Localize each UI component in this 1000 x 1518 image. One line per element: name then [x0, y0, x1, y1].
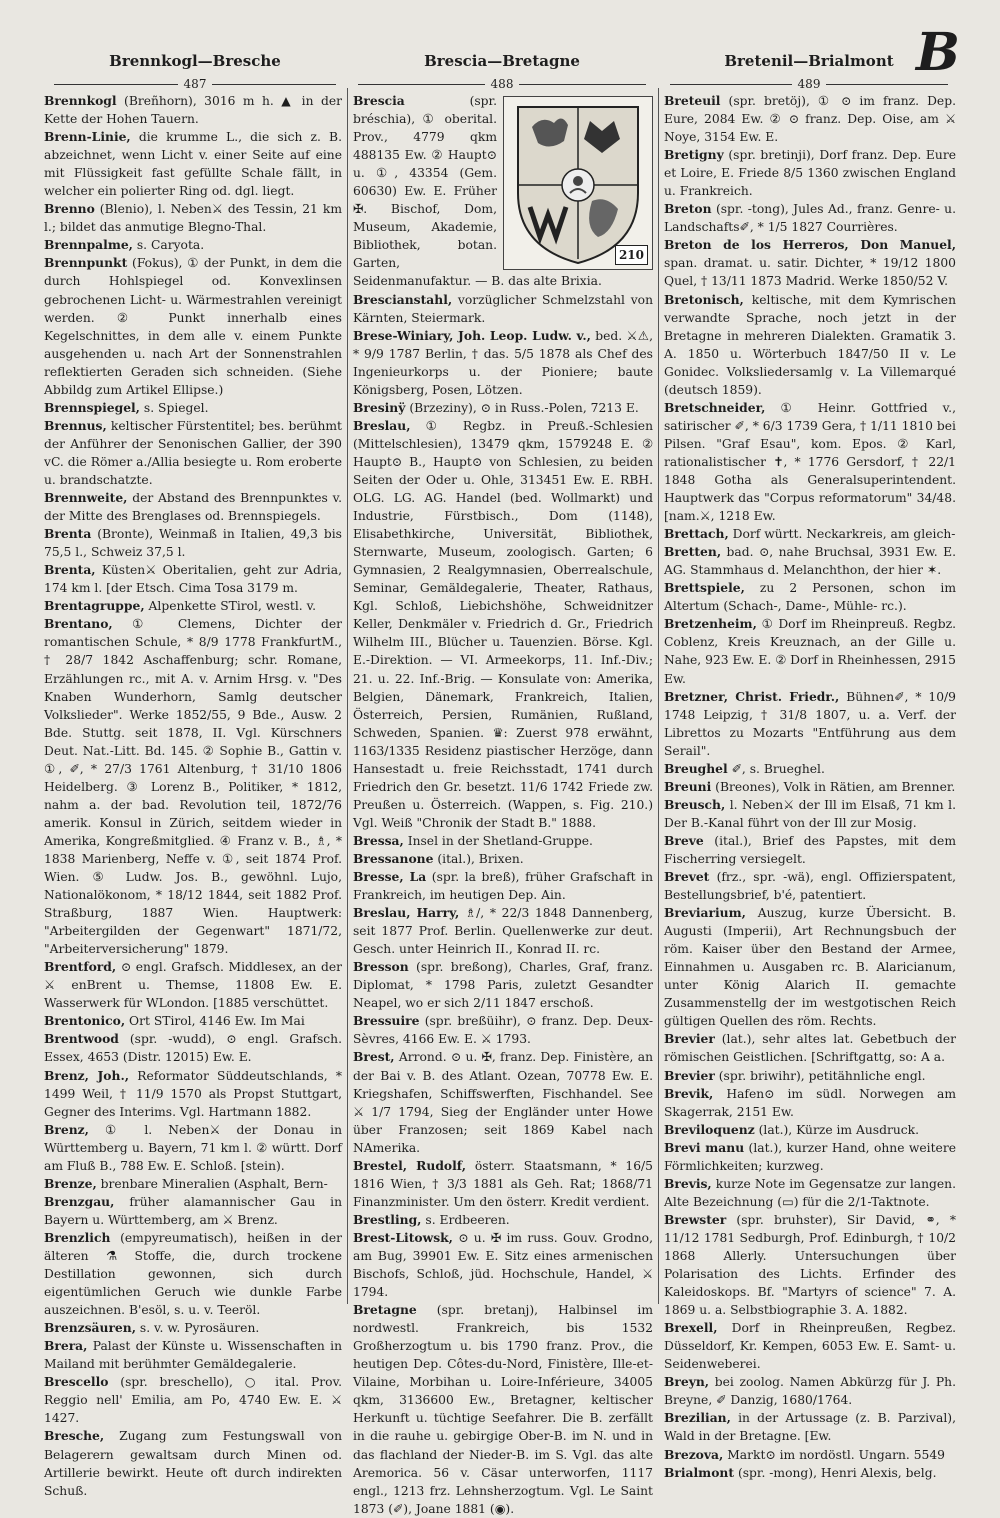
entry-text: s. v. w. Pyrosäuren. — [139, 1321, 260, 1336]
entry-text: Reformator Süddeutschlands, * 1499 Weil, † 11/9 1570 als Propst Stuttgart, Gegner des Interims. Vgl. Hartmann 1882. — [44, 1068, 342, 1119]
entry-text: ♗/, * 22/3 1848 Dannenberg, seit 1877 Prof. Berlin. Quellenwerke zur deut. Gesch. unter Heinrich II., Konrad II. rc. — [353, 906, 653, 957]
dictionary-entry — [44, 92, 342, 128]
entry-text: österr. Staatsmann, * 16/5 1816 Wien, † 3/3 1881 als Geh. Rat; 1868/71 Finanzminister. Um den österr. Kredit verdient. — [353, 1158, 653, 1209]
entry-text: brenbare Mineralien (Asphalt, Bern- — [100, 1176, 328, 1191]
dictionary-entry — [44, 1012, 342, 1030]
dictionary-entry — [664, 146, 956, 200]
entry-headword: Brennkogl — [44, 93, 117, 108]
entry-text: Palast der Künste u. Wissenschaften in Mailand mit berühmter Gemäldegalerie. — [44, 1339, 342, 1372]
entry-headword: Breyn, — [664, 1374, 710, 1390]
dictionary-entry — [664, 1085, 956, 1121]
entry-text: kurze Note im Gegensatze zur langen. Alte Bezeichnung (▭) für die 2/1-Taktnote. — [664, 1176, 956, 1209]
entry-headword: Brest-Litowsk, — [353, 1229, 453, 1245]
entry-text: bei zoolog. Namen Abkürzg für J. Ph. Breyne, ✐ Danzig, 1680/1764. — [664, 1375, 956, 1408]
dictionary-entry — [44, 254, 342, 398]
dictionary-entry — [664, 579, 956, 615]
dictionary-entry — [353, 868, 653, 904]
dictionary-entry — [664, 399, 956, 525]
entry-text: zu 2 Personen, schon im Altertum (Schach-, Dame-, Mühle- rc.). — [664, 581, 956, 614]
entry-text: ① Dorf im Rheinpreuß. Regbz. Coblenz, Kreis Kreuznach, an der Gille u. Nahe, 923 Ew. E. ② Dorf in Rheinhessen, 2915 Ew. — [664, 617, 956, 686]
entry-text: keltische, mit dem Kymrischen verwandte Sprache, noch jetzt in der Bretagne in mehreren Dialekten. Gramatik 3. A. 1850 u. Wörterbuch 1847/50 II v. Le Gonidec. Volksliedersamlg v. La Villemarqué (deutsch 1859). — [664, 292, 956, 397]
dictionary-entry — [44, 399, 342, 417]
dictionary-entry — [44, 489, 342, 525]
left-page-number: 487 — [183, 77, 207, 91]
dictionary-entry — [664, 1121, 956, 1139]
entry-text: (spr. la breß), früher Grafschaft in Frankreich, im heutigen Dep. Ain. — [353, 870, 653, 903]
entry-text: ⊙ u. ✠ im russ. Gouv. Grodno, am Bug, 39901 Ew. E. Sitz eines armenischen Bischofs, Schloß, jüd. Hochschule, Handel, ⚔ 1794. — [353, 1230, 653, 1300]
entry-headword: Brescia — [353, 93, 405, 108]
dictionary-entry — [44, 1337, 342, 1373]
entry-text: der Abstand des Brennpunktes v. der Mitte des Brenglases od. Brennspiegels. — [44, 491, 342, 524]
dictionary-entry — [44, 200, 342, 236]
dictionary-entry — [664, 832, 956, 868]
right-page-number: 489 — [797, 77, 821, 91]
dictionary-entry — [664, 615, 956, 687]
entry-headword: Bretonisch, — [664, 291, 744, 307]
entry-text: Zugang zum Festungswall von Belagerern gewaltsam durch Minen od. Artillerie bewirkt. Heute oft durch indirekten Schuß. — [44, 1429, 342, 1498]
breslau-coat-of-arms-figure — [503, 96, 653, 270]
entry-headword: Brenzsäuren, — [44, 1320, 136, 1336]
entry-headword: Brenno — [44, 201, 95, 217]
entry-headword: Breuni — [664, 778, 712, 794]
dictionary-entry — [664, 236, 956, 290]
dictionary-entry — [664, 1446, 956, 1464]
center-page-number: 488 — [490, 77, 514, 91]
dictionary-entry — [664, 1409, 956, 1445]
entry-headword: Bresse, La — [353, 869, 427, 885]
entry-headword: Breton — [664, 201, 712, 217]
dictionary-entry — [44, 1319, 342, 1337]
dictionary-entry — [664, 1139, 956, 1175]
entry-headword: Brezova, — [664, 1446, 724, 1462]
entry-headword: Breviarium, — [664, 905, 746, 921]
entry-headword: Bresche, — [44, 1428, 105, 1444]
left-running-head: Brennkogl—Bresche — [109, 52, 281, 70]
entry-headword: Brenta, — [44, 562, 96, 578]
entry-text: (spr. bréschia), ① oberital. Prov., 4779 qkm 488135 Ew. ② Haupt⊙ u. ①, 43354 (Gem. 60630) Ew. E. Früher ✠. Bischof, Dom, Museum, Akademie, Bibliothek, botan. Garten, Seidenmanufaktur. — B. das alte Brixia. — [353, 94, 602, 289]
dictionary-entry — [353, 850, 653, 868]
entry-headword: Bretten, — [664, 544, 722, 560]
column-divider — [658, 88, 659, 1304]
entry-text: ① Heinr. Gottfried v., satirischer ✐, * 6/3 1739 Gera, † 1/11 1810 bei Pilsen. "Graf Esau", kom. Epos. ② Karl, rationalistischer ✝, * 1776 Gersdorf, † 22/1 1848 Gotha als Generalsuperintendent. Hauptwerk das "Corpus reformatorum" 34/48. [nam.⚔, 1218 Ew. — [664, 400, 956, 524]
dictionary-entry — [353, 327, 653, 399]
dictionary-entry — [664, 200, 956, 236]
dictionary-entry — [664, 1067, 956, 1085]
center-running-head: Brescia—Bretagne — [424, 52, 580, 70]
left-page-number-row — [48, 77, 342, 91]
entry-text: (spr. breschello), ○ ital. Prov. Reggio nell' Emilia, am Po, 4740 Ew. E. ⚔ 1427. — [44, 1375, 342, 1426]
dictionary-entry — [44, 236, 342, 254]
entry-headword: Brera, — [44, 1338, 88, 1354]
dictionary-entry — [664, 1373, 956, 1409]
entry-headword: Brenn-Linie, — [44, 129, 131, 145]
entry-headword: Breton de los Herreros, Don Manuel, — [664, 237, 956, 253]
entry-text: (spr. -wudd), ⊙ engl. Grafsch. Essex, 4653 (Distr. 12015) Ew. E. — [44, 1032, 342, 1065]
entry-headword: Brentwood — [44, 1031, 119, 1047]
entry-text: (spr. bretöj), ① ⊙ im franz. Dep. Eure, 2084 Ew. ② ⊙ franz. Dep. Oise, am ⚔ Noye, 3154 Ew. E. — [664, 94, 956, 145]
entry-text: (empyreumatisch), heißen in der älteren ⚗ Stoffe, die, durch trockene Destillation gewonnen, sich durch eigentümlichen Geruch wie dunkle Farbe auszeichnen. B'esöl, s. u. v. Teeröl. — [44, 1230, 342, 1318]
dictionary-entry — [664, 92, 956, 146]
entry-text: (Bronte), Weinmaß in Italien, 49,3 bis 75,5 l., Schweiz 37,5 l. — [44, 527, 342, 560]
entry-text: Dorf württ. Neckarkreis, am gleich- — [732, 527, 956, 542]
entry-headword: Bretagne — [353, 1302, 417, 1318]
entry-headword: Brese-Winiary, Joh. Leop. Ludw. v., — [353, 327, 591, 343]
entry-text: Markt⊙ im nordöstl. Ungarn. 5549 — [727, 1447, 945, 1462]
dictionary-entry — [353, 958, 653, 1012]
dictionary-entry — [353, 1301, 653, 1518]
dictionary-entry — [664, 543, 956, 579]
section-letter: B — [916, 22, 960, 83]
dictionary-entry — [44, 1030, 342, 1066]
entry-text: s. Spiegel. — [143, 400, 209, 415]
dictionary-entry — [664, 525, 956, 543]
entry-headword: Breve — [664, 832, 704, 848]
entry-text: (Breones), Volk in Rätien, am Brenner. — [715, 779, 956, 794]
dictionary-entry — [44, 561, 342, 597]
left-column — [44, 92, 342, 1498]
entry-headword: Brentford, — [44, 959, 117, 975]
entry-text: vorzüglicher Schmelzstahl von Kärnten, Steiermark. — [353, 292, 653, 325]
entry-text: (ital.), Brixen. — [437, 851, 524, 866]
entry-text: Hafen⊙ im südl. Norwegen am Skagerrak, 2151 Ew. — [664, 1086, 956, 1119]
entry-headword: Brevier — [664, 1031, 715, 1047]
dictionary-entry — [44, 1229, 342, 1319]
dictionary-entry — [664, 904, 956, 1030]
dictionary-entry — [44, 417, 342, 489]
entry-headword: Bretigny — [664, 147, 724, 163]
dictionary-entry — [664, 1030, 956, 1066]
entry-text: ① Regbz. in Preuß.-Schlesien (Mittelschlesien), 13479 qkm, 1579248 E. ② Haupt⊙ B., Haupt⊙ von Schlesien, zu beiden Seiten der Oder u. Ohle, 313451 Ew. E. RBH. OLG. LG. AG. Handel (bed. Wollmarkt) und Industrie, Fürstbisch., Dom (1148), Elisabethkirche, Universität, Bibliothek, Sternwarte, Museum, zoologisch. Garten; 6 Gymnasien, 2 Realgymnasien, Oberrealschule, Seminar, Gemäldegalerie, Theater, Rathaus, Kgl. Schloß, Liebichshöhe, Schweidnitzer Keller, Denkmäler v. Friedrich d. Gr., Friedrich Wilhelm III., Blücher u. Tauenzien. Börse. Kgl. E.-Direktion. — VI. Armeekorps, 11. Inf.-Div.; 21. u. 22. Inf.-Brig. — Konsulate von: Amerika, Belgien, Dänemark, Frankreich, Italien, Österreich, Persien, Rumänien, Rußland, Schweden, Spanien. ♛: Zuerst 978 erwähnt, 1163/1335 Residenz piastischer Herzöge, dann Hansestadt u. freie Reichsstadt, 1741 durch Friedrich den Gr. besetzt. 11/6 1742 Friede zw. Preußen u. Österreich. (Wappen, s. Fig. 210.) Vgl. Weiß "Chronik der Stadt B." 1888. — [353, 418, 653, 830]
entry-text: (spr. breßüihr), ⊙ franz. Dep. Deux-Sèvres, 4166 Ew. E. ⚔ 1793. — [353, 1014, 653, 1047]
entry-headword: Bressanone — [353, 850, 434, 866]
entry-text: Küsten⚔ Oberitalien, geht zur Adria, 174 km l. [der Etsch. Cima Tosa 3179 m. — [44, 563, 342, 596]
entry-headword: Brennweite, — [44, 490, 128, 506]
entry-headword: Breslau, Harry, — [353, 905, 460, 921]
dictionary-entry — [353, 291, 653, 327]
entry-text: l. Neben⚔ der Ill im Elsaß, 71 km l. Der B.-Kanal führt von der Ill zur Mosig. — [664, 797, 956, 830]
entry-text: ⊙ engl. Grafsch. Middlesex, an der ⚔ enBrent u. Themse, 11808 Ew. E. Wasserwerk für WLondon. [1885 verschüttet. — [44, 960, 342, 1011]
entry-text: Alpenkette STirol, westl. v. — [148, 599, 317, 614]
entry-headword: Breviloquenz — [664, 1121, 755, 1137]
entry-headword: Brexell, — [664, 1320, 718, 1336]
entry-text: (frz., spr. -wä), engl. Offizierspatent, Bestellungsbrief, b'é, patentiert. — [664, 870, 956, 903]
right-page-number-row — [664, 77, 954, 91]
entry-headword: Brettach, — [664, 526, 729, 542]
column-divider — [347, 88, 348, 1304]
dictionary-entry — [44, 958, 342, 1012]
entry-headword: Brevier — [664, 1067, 715, 1083]
entry-headword: Brennpalme, — [44, 237, 133, 253]
entry-headword: Brenzlich — [44, 1229, 111, 1245]
entry-headword: Brevis, — [664, 1175, 712, 1191]
entry-headword: Breslau, — [353, 417, 411, 433]
entry-headword: Bretzenheim, — [664, 616, 757, 632]
dictionary-entry — [44, 597, 342, 615]
dictionary-entry — [44, 1121, 342, 1175]
entry-text: bad. ⊙, nahe Bruchsal, 3931 Ew. E. AG. Stammhaus d. Melanchthon, der hier ✶. — [664, 545, 956, 578]
entry-text: Bühnen✐, * 10/9 1748 Leipzig, † 31/8 1807, u. a. Verf. der Librettos zu Mozarts "Entführung aus dem Serail". — [664, 689, 956, 758]
dictionary-entry — [353, 1229, 653, 1301]
entry-headword: Bresinÿ — [353, 399, 406, 415]
dictionary-entry — [664, 760, 956, 778]
entry-text: (Blenio), l. Neben⚔ des Tessin, 21 km l.; bildet das anmutige Blegno-Thal. — [44, 202, 342, 235]
entry-headword: Brenze, — [44, 1175, 97, 1191]
entry-text: bed. ⚔⚠, * 9/9 1787 Berlin, † das. 5/5 1878 als Chef des Ingenieurkorps u. der Pioniere; baute Königsberg, Posen, Lötzen. — [353, 328, 653, 397]
dictionary-entry — [44, 1193, 342, 1229]
entry-text: (spr. -mong), Henri Alexis, belg. — [737, 1465, 937, 1480]
entry-text: (spr. -tong), Jules Ad., franz. Genre- u. Landschafts✐, * 1/5 1827 Courrières. — [664, 202, 956, 235]
entry-headword: Brentonico, — [44, 1013, 126, 1029]
dictionary-entry — [664, 778, 956, 796]
dictionary-entry — [353, 832, 653, 850]
entry-headword: Brialmont — [664, 1464, 735, 1480]
entry-text: ✐, s. Brueghel. — [731, 761, 825, 776]
entry-headword: Brest, — [353, 1049, 395, 1065]
right-running-head: Bretenil—Brialmont — [724, 52, 894, 70]
entry-text: früher alamannischer Gau in Bayern u. Württemberg, am ⚔ Brenz. — [44, 1194, 342, 1227]
entry-text: (ital.), Brief des Papstes, mit dem Fischerring versiegelt. — [664, 833, 956, 866]
dictionary-entry — [664, 1175, 956, 1211]
entry-text: (Fokus), ① der Punkt, in dem die durch Hohlspiegel od. Konvexlinsen gebrochenen Licht- u. Wärmestrahlen vereinigt werden. ② Punkt innerhalb eines Kegelschnittes, in dem alle v. einem Punkte ausgehenden u. nach Art der Sonnenstrahlen reflektierten Geraden sich schneiden. (Siehe Abbildg zum Artikel Ellipse.) — [44, 256, 342, 397]
entry-text: die krumme L., die sich z. B. abzeichnet, wenn Licht v. einer Seite auf eine mit Flüssigkeit fast gefüllte Schale fällt, in welcher ein polierter Ring od. dgl. liegt. — [44, 130, 342, 199]
dictionary-entry — [44, 525, 342, 561]
entry-text: (spr. bretinji), Dorf franz. Dep. Eure et Loire, E. Friede 8/5 1360 zwischen England u. Frankreich. — [664, 148, 956, 199]
entry-text: in der Artussage (z. B. Parzival), Wald in der Bretagne. [Ew. — [664, 1411, 956, 1444]
entry-text: (lat.), kurzer Hand, ohne weitere Förmlichkeiten; kurzweg. — [664, 1140, 956, 1173]
dictionary-entry — [353, 904, 653, 958]
entry-text: Insel in der Shetland-Gruppe. — [407, 833, 593, 848]
dictionary-entry — [664, 868, 956, 904]
entry-headword: Brentagruppe, — [44, 598, 145, 614]
entry-headword: Bretschneider, — [664, 399, 766, 415]
entry-headword: Breteuil — [664, 93, 721, 108]
entry-headword: Brenz, — [44, 1121, 89, 1137]
dictionary-entry — [664, 1211, 956, 1319]
entry-text: (lat.), sehr altes lat. Gebetbuch der römischen Geistlichen. [Schriftgattg, so: A a. — [664, 1032, 956, 1065]
dictionary-entry — [664, 1319, 956, 1373]
entry-text: (spr. briwihr), petitähnliche engl. — [718, 1068, 926, 1083]
entry-text: ① l. Neben⚔ der Donau in Württemberg u. Bayern, 71 km l. ② württ. Dorf am Fluß B., 788 Ew. E. Schloß. [stein). — [44, 1122, 342, 1173]
entry-text: (Brzeziny), ⊙ in Russ.-Polen, 7213 E. — [409, 400, 639, 415]
entry-text: keltischer Fürstentitel; bes. berühmt der Anführer der Senonischen Gallier, der 390 vC. die Römer a./Allia besiegte u. Rom eroberte u. brandschatzte. — [44, 418, 342, 487]
entry-headword: Brenz, Joh., — [44, 1067, 130, 1083]
entry-headword: Breughel — [664, 760, 728, 776]
entry-headword: Bretzner, Christ. Friedr., — [664, 688, 840, 704]
entry-headword: Brennspiegel, — [44, 399, 140, 415]
entry-headword: Brentano, — [44, 616, 113, 632]
dictionary-entry — [44, 1373, 342, 1427]
entry-text: Auszug, kurze Übersicht. B. Augusti (Imperii), Art Rechnungsbuch der röm. Kaiser über den Bestand der Armee, Einnahmen u. Ausgaben rc. B. Alaricianum, unter König Alarich II. gemachte Zusammenstellg der im westgotischen Reich gültigen Quellen des röm. Rechts. — [664, 906, 956, 1029]
entry-headword: Brestling, — [353, 1211, 422, 1227]
entry-headword: Brevet — [664, 869, 710, 885]
entry-headword: Brennpunkt — [44, 255, 128, 271]
entry-text: Arrond. ⊙ u. ✠, franz. Dep. Finistère, an der Bai v. B. des Atlant. Ozean, 70778 Ew. E. Kriegshafen, Schiffswerften, Fischhandel. See ⚔ 1/7 1794, Sieg der Engländer unter Howe über Franzosen; seit 1869 Kabel nach NAmerika. — [353, 1050, 653, 1155]
entry-headword: Bressuire — [353, 1013, 420, 1029]
entry-headword: Bressa, — [353, 832, 404, 848]
entry-headword: Brescello — [44, 1374, 109, 1390]
figure-number: 210 — [615, 245, 648, 265]
dictionary-entry — [353, 399, 653, 417]
entry-headword: Brestel, Rudolf, — [353, 1157, 467, 1173]
entry-text: s. Erdbeeren. — [425, 1212, 510, 1227]
dictionary-entry — [664, 688, 956, 760]
dictionary-entry — [664, 1464, 956, 1482]
dictionary-entry — [44, 1427, 342, 1499]
entry-headword: Brezilian, — [664, 1410, 731, 1426]
entry-headword: Brevik, — [664, 1085, 714, 1101]
dictionary-entry — [44, 128, 342, 200]
dictionary-entry — [44, 1175, 342, 1193]
entry-text: ① Clemens, Dichter der romantischen Schule, * 8/9 1778 FrankfurtM., † 28/7 1842 Aschaffenburg; schr. Romane, Erzählungen rc., mit A. v. Arnim Hrsg. v. "Des Knaben Wunderhorn, Samlg deutscher Volkslieder". Werke 1852/55, 9 Bde., Ausw. 2 Bde. Stuttg. seit 1878, II. Vgl. Kürschners Deut. Nat.-Litt. Bd. 145. ② Sophie B., Gattin v. ①, ✐, * 27/3 1761 Altenburg, † 31/10 1806 Heidelberg. ③ Lorenz B., Politiker, * 1812, nahm a. der bad. Revolution teil, 1872/76 amerik. Konsul in Zürich, seitdem wieder in Amerika, Kongreßmitglied. ④ Franz v. B., ♗, * 1838 Marienberg, Neffe v. ①, seit 1874 Prof. Wien. ⑤ Ludw. Jos. B., gewöhnl. Lujo, Nationalökonom, * 18/12 1844, seit 1882 Prof. Straßburg, 1887 Wien. Hauptwerk: "Arbeitergilden der Gegenwart" 1871/72, "Arbeiterversicherung" 1879. — [44, 617, 342, 957]
entry-text: (lat.), Kürze im Ausdruck. — [758, 1122, 920, 1137]
entry-headword: Brennus, — [44, 417, 107, 433]
entry-headword: Brettspiele, — [664, 580, 745, 596]
dictionary-entry — [664, 291, 956, 399]
entry-text: (Breñhorn), 3016 m h. ▲ in der Kette der Hohen Tauern. — [44, 94, 342, 127]
entry-text: (spr. bretanj), Halbinsel im nordwestl. Frankreich, bis 1532 Großherzogtum u. bis 1790 franz. Prov., die heutigen Dep. Côtes-du-Nord, Finistère, Ille-et-Vilaine, Morbihan u. Loire-Inférieure, 34005 qkm, 3136600 Ew., Bretagner, keltischer Herkunft u. tüchtige Seefahrer. Die B. zerfällt in die rauhe u. gebirgige Ober-B. im N. und in das flachland der Nieder-B. im S. Vgl. das alte Aremorica. 56 v. Cäsar unterworfen, 1117 engl., 1213 frz. Lehnsherzogtum. Vgl. Le Saint 1873 (✐), Joane 1881 (◉). — [353, 1303, 653, 1516]
entry-headword: Breusch, — [664, 796, 726, 812]
coat-of-arms-icon — [504, 97, 652, 269]
entry-headword: Brewster — [664, 1211, 727, 1227]
center-column — [353, 92, 653, 1516]
center-page-number-row — [352, 77, 652, 91]
dictionary-entry — [353, 1048, 653, 1156]
entry-headword: Brevi manu — [664, 1139, 745, 1155]
dictionary-entry — [353, 1157, 653, 1211]
entry-headword: Bresson — [353, 959, 409, 975]
dictionary-entry — [44, 615, 342, 958]
entry-headword: Brenzgau, — [44, 1193, 115, 1209]
entry-text: (spr. breßong), Charles, Graf, franz. Diplomat, * 1798 Paris, zuletzt Gesandter Neapel, wo er sich 2/11 1847 erschoß. — [353, 960, 653, 1011]
entry-text: (spr. bruhster), Sir David, ⚭, * 11/12 1781 Sedburgh, Prof. Edinburgh, † 10/2 1868 Allerly. Untersuchungen über Polarisation des Lichts. Erfinder des Kaleidoskops. Bf. "Martyrs of science" 7. A. 1869 u. a. Selbstbiographie 3. A. 1882. — [664, 1212, 956, 1318]
dictionary-entry — [353, 1211, 653, 1229]
right-column — [664, 92, 956, 1480]
entry-headword: Brescianstahl, — [353, 291, 453, 307]
dictionary-entry — [44, 1067, 342, 1121]
entry-headword: Brenta — [44, 526, 92, 542]
dictionary-entry — [664, 796, 956, 832]
dictionary-entry — [353, 417, 653, 832]
entry-text: span. dramat. u. satir. Dichter, * 19/12 1800 Quel, † 13/11 1873 Madrid. Werke 1850/52 V. — [664, 256, 956, 289]
entry-text: Ort STirol, 4146 Ew. Im Mai — [129, 1014, 305, 1029]
entry-text: s. Caryota. — [136, 238, 205, 253]
entry-text: Dorf in Rheinpreußen, Regbez. Düsseldorf, Kr. Kempen, 6053 Ew. E. Samt- u. Seidenweberei. — [664, 1321, 956, 1372]
dictionary-entry — [353, 1012, 653, 1048]
